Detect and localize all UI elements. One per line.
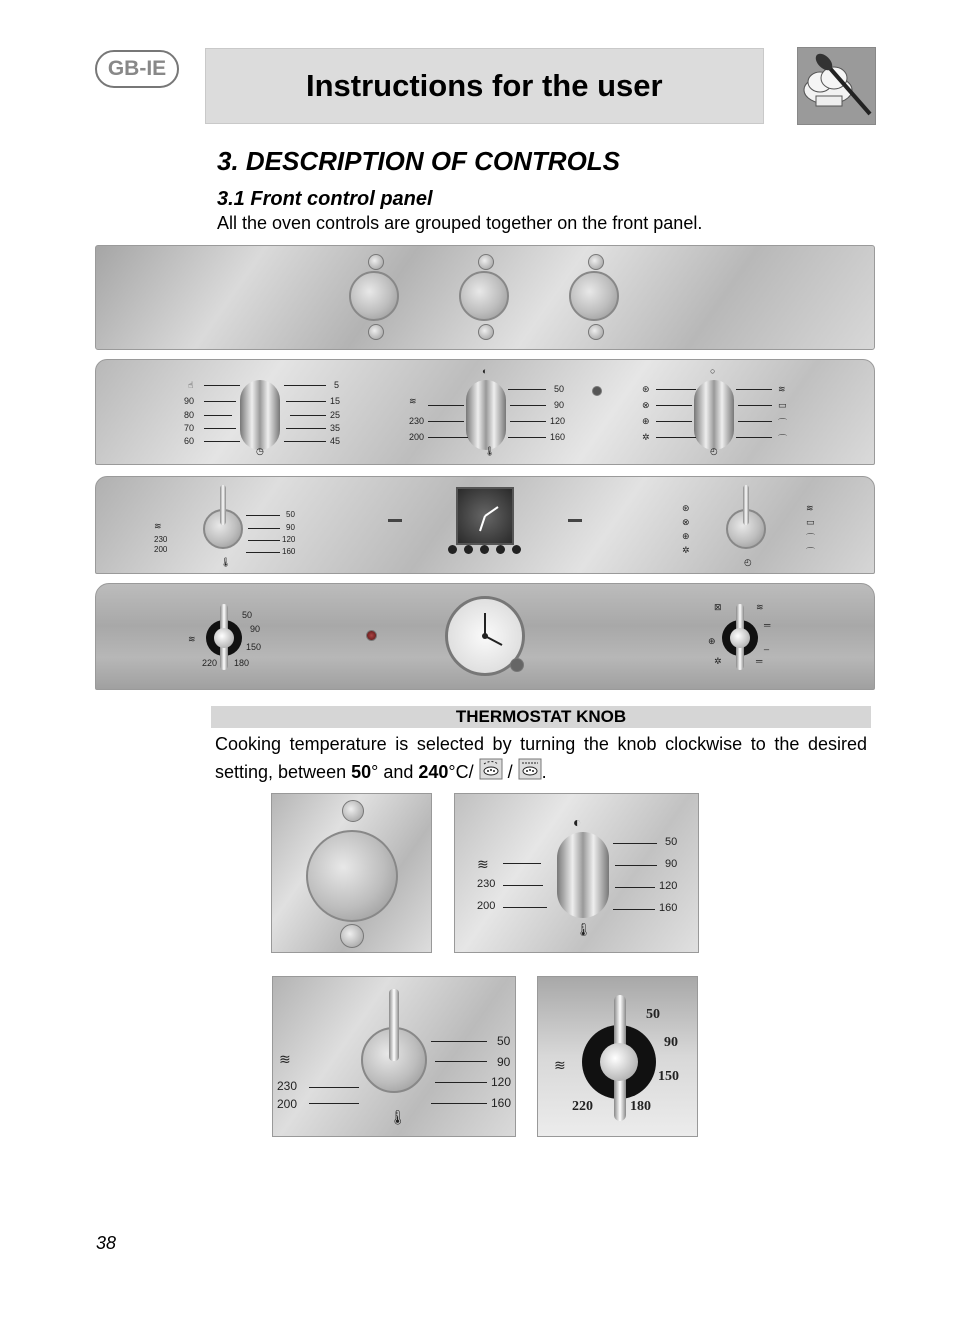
scale-label: 160 xyxy=(550,432,566,442)
scale-tick xyxy=(435,1061,487,1062)
thermometer-icon xyxy=(340,924,364,948)
scale-label: 60 xyxy=(184,436,195,446)
scale-label: 160 xyxy=(282,547,296,556)
scale-tick xyxy=(309,1103,359,1104)
scale-label: 90 xyxy=(497,1055,511,1069)
scale-label: 220 xyxy=(202,658,218,668)
scale-tick xyxy=(284,441,326,442)
scale-tick xyxy=(246,515,280,516)
section-title: 3. DESCRIPTION OF CONTROLS xyxy=(217,146,621,176)
indicator-dash xyxy=(568,519,582,522)
fan-icon: ⊗ xyxy=(642,400,650,410)
lamp-icon: ○ xyxy=(710,366,716,376)
thermostat-knob[interactable] xyxy=(466,380,506,450)
scale-tick xyxy=(431,1041,487,1042)
thermostat-knob[interactable] xyxy=(557,832,609,918)
timer-knob[interactable] xyxy=(240,380,280,450)
oven-icon: ▭ xyxy=(806,517,815,527)
scale-label: 90 xyxy=(286,523,295,532)
scale-label: 160 xyxy=(491,1096,512,1110)
thermometer-icon: 🌡 xyxy=(220,557,232,567)
scale-tick xyxy=(428,421,464,422)
scale-label: 180 xyxy=(630,1099,651,1114)
grill-icon: ≋ xyxy=(554,1057,566,1073)
scale-label: 200 xyxy=(154,545,168,554)
scale-label: 50 xyxy=(497,1034,511,1048)
scale-label: 120 xyxy=(659,880,678,892)
bottom-heat-icon: ⌒ xyxy=(778,418,788,428)
grill-icon: ≋ xyxy=(409,396,417,406)
scale-label: 230 xyxy=(154,535,168,544)
page-number: 38 xyxy=(96,1233,117,1253)
clock-button[interactable] xyxy=(464,545,473,554)
max-temperature: 240 xyxy=(418,762,449,782)
clock-button[interactable] xyxy=(512,545,521,554)
thermometer-icon: 🌡 xyxy=(484,446,496,456)
timer-knob[interactable] xyxy=(569,271,619,321)
scale-label: 25 xyxy=(330,410,341,420)
intro-text: All the oven controls are grouped together on the front panel. xyxy=(217,213,703,233)
function-icon xyxy=(478,324,494,340)
scale-tick xyxy=(656,421,692,422)
scale-label: 5 xyxy=(334,380,340,390)
fan-icon: ⊗ xyxy=(682,517,690,527)
scale-tick xyxy=(284,385,326,386)
scale-tick xyxy=(503,907,547,908)
scale-label: 90 xyxy=(250,624,261,634)
scale-tick xyxy=(428,437,468,438)
defrost-icon: ✲ xyxy=(682,545,690,555)
scale-tick xyxy=(613,843,657,844)
scale-label: 180 xyxy=(234,658,250,668)
thermostat-knob[interactable] xyxy=(306,830,398,922)
scale-label: 50 xyxy=(646,1007,660,1022)
clock-button[interactable] xyxy=(448,545,457,554)
thermostat-knob-detail-4 xyxy=(537,976,698,1137)
fan-icon: ⊛ xyxy=(642,384,650,394)
scale-label: 90 xyxy=(665,858,678,870)
clock-button[interactable] xyxy=(480,545,489,554)
scale-label: 230 xyxy=(477,878,496,890)
knob-pointer xyxy=(743,485,749,525)
indicator-light xyxy=(366,630,377,641)
thermometer-icon: 🌡 xyxy=(389,1109,407,1125)
grill-icon: ≋ xyxy=(188,634,196,644)
thermometer-icon: 🌡 xyxy=(575,922,592,937)
fan-icon: ⊕ xyxy=(682,531,690,541)
grill-icon: ≋ xyxy=(154,521,162,531)
function-knob[interactable] xyxy=(694,380,734,450)
thermostat-separator: / xyxy=(502,762,518,782)
scale-label: 200 xyxy=(409,432,425,442)
scale-tick xyxy=(656,389,696,390)
scale-label: 90 xyxy=(184,396,195,406)
fan-icon: ⊕ xyxy=(708,636,716,646)
scale-tick xyxy=(290,415,326,416)
scale-label: 80 xyxy=(184,410,195,420)
scale-label: 15 xyxy=(330,396,341,406)
scale-tick xyxy=(435,1082,487,1083)
grill-icon: ≋ xyxy=(279,1051,291,1067)
scale-label: 90 xyxy=(664,1035,678,1050)
knob-pointer xyxy=(389,989,399,1061)
scale-label: 45 xyxy=(330,436,341,446)
grill-icon: ≋ xyxy=(756,602,764,612)
oven-icon: ═ xyxy=(764,620,771,630)
scale-label: 230 xyxy=(277,1079,298,1093)
clock-button[interactable] xyxy=(496,545,505,554)
grill-dish-icon-alt xyxy=(518,758,542,780)
knob-symbol-icon: ◐ xyxy=(482,366,488,376)
knob-center xyxy=(600,1043,638,1081)
region-badge-label: GB-IE xyxy=(107,57,167,80)
region-badge xyxy=(95,50,179,88)
scale-tick xyxy=(428,405,464,406)
page-title: Instructions for the user xyxy=(306,68,663,103)
scale-label: 50 xyxy=(242,610,253,620)
thermostat-text-before: Cooking temperature is selected by turning the knob clockwise to the desired setting, between xyxy=(215,734,867,782)
scale-tick xyxy=(503,885,543,886)
digital-clock-display xyxy=(456,487,514,545)
thermostat-header-label: THERMOSTAT KNOB xyxy=(455,707,627,726)
thermostat-knob-header xyxy=(211,706,871,728)
thermostat-text-after: °C/ xyxy=(448,762,479,782)
scale-tick xyxy=(615,865,657,866)
knob-symbol-icon xyxy=(478,254,494,270)
scale-tick xyxy=(286,428,326,429)
subsection-title: 3.1 Front control panel xyxy=(217,188,433,210)
top-heat-icon: ⌒ xyxy=(806,547,816,557)
header-title-bar xyxy=(205,48,764,124)
grill-icon: ≋ xyxy=(477,856,489,872)
scale-tick xyxy=(508,389,546,390)
scale-tick xyxy=(246,552,280,553)
scale-label: 120 xyxy=(491,1075,512,1089)
thermostat-knob-detail-1 xyxy=(271,793,432,953)
knob-symbol-icon: ◐ xyxy=(573,814,582,830)
knob-symbol-icon xyxy=(368,254,384,270)
scale-label: 200 xyxy=(477,900,496,912)
scale-tick xyxy=(204,428,236,429)
scale-label: 160 xyxy=(659,902,678,914)
clock-adjust-knob[interactable] xyxy=(510,658,524,672)
thermostat-description xyxy=(215,730,867,786)
scale-label: 50 xyxy=(554,384,565,394)
fan-icon: ⊛ xyxy=(682,503,690,513)
defrost-icon: ✲ xyxy=(642,432,650,442)
knob-pointer xyxy=(220,485,226,525)
scale-tick xyxy=(736,437,772,438)
scale-label: 230 xyxy=(409,416,425,426)
control-panel-3 xyxy=(95,476,875,574)
timer-icon: ◴ xyxy=(710,446,718,456)
scale-tick xyxy=(248,540,280,541)
top-heat-icon: ⌒ xyxy=(778,434,788,444)
scale-tick xyxy=(508,437,546,438)
scale-label: 50 xyxy=(665,836,678,848)
chef-hat-logo-icon xyxy=(797,47,876,125)
indicator-dash xyxy=(388,519,402,522)
scale-label: 35 xyxy=(330,423,341,433)
scale-tick xyxy=(738,405,772,406)
thermometer-icon xyxy=(368,324,384,340)
scale-label: 50 xyxy=(286,510,295,519)
knob-symbol-icon xyxy=(342,800,364,822)
thermostat-knob-detail-2 xyxy=(454,793,699,953)
scale-tick xyxy=(656,437,696,438)
scale-tick xyxy=(503,863,541,864)
scale-label: 150 xyxy=(246,642,262,652)
scale-label: 120 xyxy=(550,416,566,426)
grill-dish-icon xyxy=(479,758,503,780)
timer-icon xyxy=(588,324,604,340)
scale-tick xyxy=(510,405,546,406)
scale-label: 70 xyxy=(184,423,195,433)
scale-tick xyxy=(738,421,772,422)
fan-icon: ⊠ xyxy=(714,602,722,612)
scale-tick xyxy=(431,1103,487,1104)
scale-tick xyxy=(656,405,692,406)
scale-tick xyxy=(286,401,326,402)
grill-icon: ≋ xyxy=(778,384,786,394)
scale-label: 220 xyxy=(572,1099,593,1114)
scale-tick xyxy=(204,441,240,442)
thermostat-text-mid: ° and xyxy=(371,762,419,782)
scale-tick xyxy=(613,909,655,910)
fan-icon: ⊕ xyxy=(642,416,650,426)
scale-tick xyxy=(248,528,280,529)
top-heat-icon: ═ xyxy=(756,656,763,666)
scale-label: 150 xyxy=(658,1069,679,1084)
scale-label: 120 xyxy=(282,535,296,544)
knob-center xyxy=(214,628,234,648)
function-knob[interactable] xyxy=(459,271,509,321)
scale-tick xyxy=(615,887,655,888)
thermostat-knob[interactable] xyxy=(349,271,399,321)
scale-tick xyxy=(204,415,232,416)
grill-icon: ≋ xyxy=(806,503,814,513)
indicator-light xyxy=(592,386,602,396)
scale-tick xyxy=(204,401,236,402)
knob-symbol-icon xyxy=(588,254,604,270)
scale-tick xyxy=(204,385,240,386)
hand-icon: ☝ xyxy=(188,380,194,390)
scale-tick xyxy=(309,1087,359,1088)
thermostat-knob-detail-3 xyxy=(272,976,516,1137)
min-temperature: 50 xyxy=(351,762,372,782)
defrost-icon: ✲ xyxy=(714,656,722,666)
scale-tick xyxy=(510,421,546,422)
bottom-heat-icon: _ xyxy=(764,640,770,650)
oven-icon: ▭ xyxy=(778,400,787,410)
scale-tick xyxy=(736,389,772,390)
control-panel-2 xyxy=(95,359,875,465)
thermostat-text-end: . xyxy=(541,762,547,782)
bottom-heat-icon: ⌒ xyxy=(806,533,816,543)
timer-icon: ◷ xyxy=(256,446,264,456)
knob-center xyxy=(730,628,750,648)
timer-icon: ◴ xyxy=(744,557,752,567)
control-panel-4 xyxy=(95,583,875,690)
scale-label: 200 xyxy=(277,1097,298,1111)
control-panel-1 xyxy=(95,245,875,350)
scale-label: 90 xyxy=(554,400,565,410)
